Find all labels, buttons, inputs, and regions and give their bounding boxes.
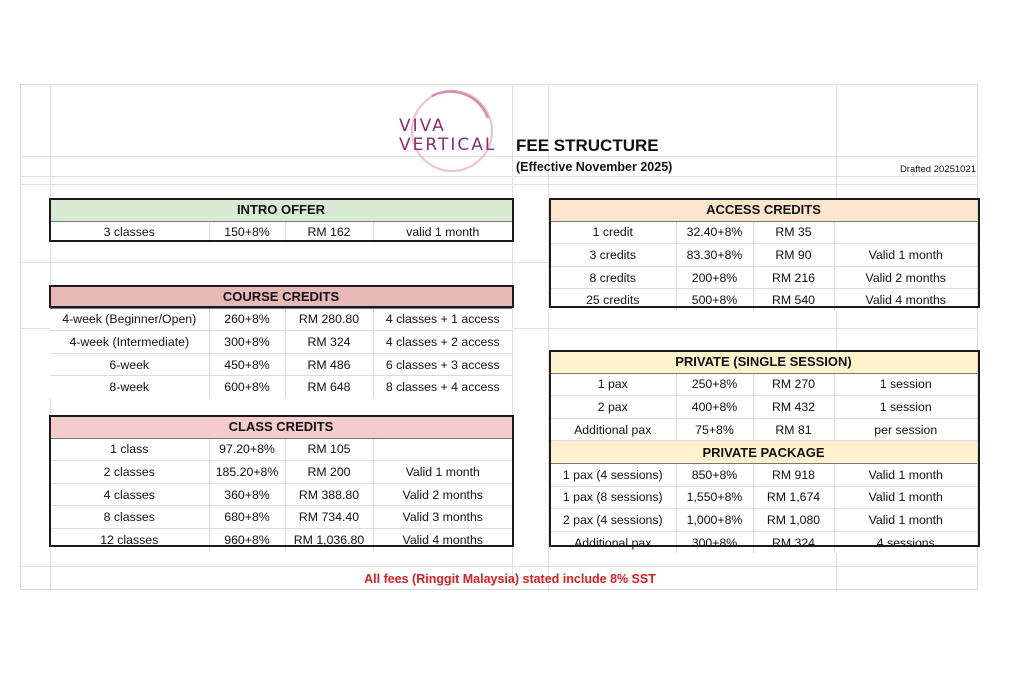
table-cell: Valid 4 months bbox=[834, 289, 977, 311]
private-single-header: PRIVATE (SINGLE SESSION) bbox=[550, 351, 977, 373]
table-cell: 4-week (Beginner/Open) bbox=[50, 308, 209, 331]
table-cell: 360+8% bbox=[209, 483, 285, 506]
table-row bbox=[50, 483, 512, 506]
table-cell: Valid 1 month bbox=[834, 486, 977, 509]
table-cell: 83.30+8% bbox=[676, 244, 753, 267]
page-subtitle: (Effective November 2025) bbox=[516, 160, 673, 174]
table-cell: 680+8% bbox=[209, 506, 285, 529]
table-cell: valid 1 month bbox=[373, 221, 512, 243]
table-cell: Additional pax bbox=[550, 418, 676, 441]
table-cell: 1 credit bbox=[550, 221, 676, 244]
table-cell: 6 classes + 3 access bbox=[373, 353, 512, 376]
table-row bbox=[50, 461, 512, 484]
table-row bbox=[550, 289, 977, 311]
table-cell: 97.20+8% bbox=[209, 438, 285, 461]
table-cell: Valid 3 months bbox=[373, 506, 512, 529]
table-row bbox=[550, 463, 977, 486]
table-cell: RM 270 bbox=[753, 373, 834, 396]
table-cell: 600+8% bbox=[209, 376, 285, 398]
table-cell: 1,000+8% bbox=[676, 509, 753, 532]
table-cell: 4-week (Intermediate) bbox=[50, 331, 209, 354]
grid-line bbox=[20, 184, 978, 185]
table-cell: 2 classes bbox=[50, 461, 209, 484]
table-cell: Valid 4 months bbox=[373, 528, 512, 550]
table-row bbox=[50, 528, 512, 550]
table-cell bbox=[373, 438, 512, 461]
table-row bbox=[50, 506, 512, 529]
table-cell: 500+8% bbox=[676, 289, 753, 311]
table-cell: RM 324 bbox=[285, 331, 373, 354]
table-cell: RM 81 bbox=[753, 418, 834, 441]
intro-offer-header: INTRO OFFER bbox=[50, 199, 512, 221]
table-row bbox=[50, 376, 512, 398]
access-credits-header: ACCESS CREDITS bbox=[550, 199, 977, 221]
table-cell: 3 classes bbox=[50, 221, 209, 243]
table-cell: RM 734.40 bbox=[285, 506, 373, 529]
table-cell: 8 credits bbox=[550, 266, 676, 289]
table-cell: 6-week bbox=[50, 353, 209, 376]
table-cell: 25 credits bbox=[550, 289, 676, 311]
table-cell: 1,550+8% bbox=[676, 486, 753, 509]
table-cell: 1 session bbox=[834, 373, 977, 396]
table-cell: per session bbox=[834, 418, 977, 441]
table-cell: 260+8% bbox=[209, 308, 285, 331]
intro-offer-table bbox=[50, 199, 512, 243]
table-cell: 450+8% bbox=[209, 353, 285, 376]
table-cell: RM 1,036.80 bbox=[285, 528, 373, 550]
table-cell: 1 pax (8 sessions) bbox=[550, 486, 676, 509]
table-cell: 1 class bbox=[50, 438, 209, 461]
table-cell: RM 918 bbox=[753, 463, 834, 486]
table-cell: Valid 1 month bbox=[834, 244, 977, 267]
grid-line bbox=[512, 84, 513, 590]
table-row bbox=[50, 353, 512, 376]
table-cell: RM 486 bbox=[285, 353, 373, 376]
table-cell: 2 pax bbox=[550, 396, 676, 419]
private-package-header: PRIVATE PACKAGE bbox=[550, 441, 977, 464]
table-cell: RM 388.80 bbox=[285, 483, 373, 506]
sst-footnote: All fees (Ringgit Malaysia) stated include 8% SST bbox=[364, 572, 656, 586]
table-cell: RM 35 bbox=[753, 221, 834, 244]
table-cell: Valid 1 month bbox=[834, 463, 977, 486]
table-row bbox=[50, 221, 512, 243]
table-cell: 4 classes + 2 access bbox=[373, 331, 512, 354]
class-credits-header: CLASS CREDITS bbox=[50, 416, 512, 438]
table-cell: RM 540 bbox=[753, 289, 834, 311]
access-credits-table bbox=[550, 199, 977, 311]
course-credits-table bbox=[50, 286, 512, 398]
table-cell: 150+8% bbox=[209, 221, 285, 243]
table-cell: 4 classes bbox=[50, 483, 209, 506]
page-title: FEE STRUCTURE bbox=[516, 136, 659, 155]
table-cell: 8-week bbox=[50, 376, 209, 398]
table-cell: 1 session bbox=[834, 396, 977, 419]
table-row bbox=[550, 486, 977, 509]
table-cell: Additional pax bbox=[550, 531, 676, 553]
table-cell: 960+8% bbox=[209, 528, 285, 550]
grid-line bbox=[20, 566, 978, 567]
table-cell: 250+8% bbox=[676, 373, 753, 396]
table-cell: 850+8% bbox=[676, 463, 753, 486]
table-cell: 200+8% bbox=[676, 266, 753, 289]
table-cell: 300+8% bbox=[209, 331, 285, 354]
table-cell: RM 280.80 bbox=[285, 308, 373, 331]
table-row bbox=[550, 531, 977, 553]
table-cell: Valid 2 months bbox=[373, 483, 512, 506]
table-cell: RM 324 bbox=[753, 531, 834, 553]
table-cell: 1 pax bbox=[550, 373, 676, 396]
table-cell: 8 classes bbox=[50, 506, 209, 529]
table-cell bbox=[834, 221, 977, 244]
table-cell: RM 432 bbox=[753, 396, 834, 419]
table-cell: 185.20+8% bbox=[209, 461, 285, 484]
table-row bbox=[50, 331, 512, 354]
table-row bbox=[550, 244, 977, 267]
table-cell: Valid 2 months bbox=[834, 266, 977, 289]
table-cell: RM 162 bbox=[285, 221, 373, 243]
table-cell: 2 pax (4 sessions) bbox=[550, 509, 676, 532]
grid-line bbox=[20, 176, 978, 177]
table-row bbox=[550, 266, 977, 289]
table-cell: RM 105 bbox=[285, 438, 373, 461]
table-cell: 32.40+8% bbox=[676, 221, 753, 244]
table-row bbox=[550, 509, 977, 532]
table-cell: 4 classes + 1 access bbox=[373, 308, 512, 331]
table-cell: Valid 1 month bbox=[373, 461, 512, 484]
table-cell: 400+8% bbox=[676, 396, 753, 419]
table-cell: RM 1,674 bbox=[753, 486, 834, 509]
table-row bbox=[50, 308, 512, 331]
table-cell: RM 648 bbox=[285, 376, 373, 398]
table-row bbox=[550, 221, 977, 244]
course-credits-header: COURSE CREDITS bbox=[50, 286, 512, 308]
table-cell: 12 classes bbox=[50, 528, 209, 550]
table-row bbox=[50, 438, 512, 461]
table-cell: 300+8% bbox=[676, 531, 753, 553]
table-cell: RM 1,080 bbox=[753, 509, 834, 532]
table-cell: RM 90 bbox=[753, 244, 834, 267]
class-credits-table bbox=[50, 416, 512, 551]
table-cell: 3 credits bbox=[550, 244, 676, 267]
viva-vertical-logo bbox=[392, 88, 500, 176]
table-cell: RM 200 bbox=[285, 461, 373, 484]
table-row bbox=[550, 373, 977, 396]
table-row bbox=[550, 418, 977, 441]
table-cell: RM 216 bbox=[753, 266, 834, 289]
logo-text-vertical: VERTICAL bbox=[399, 135, 497, 155]
table-cell: 8 classes + 4 access bbox=[373, 376, 512, 398]
private-table bbox=[550, 351, 977, 553]
drafted-date: Drafted 20251021 bbox=[899, 164, 976, 175]
table-cell: 4 sessions bbox=[834, 531, 977, 553]
table-cell: Valid 1 month bbox=[834, 509, 977, 532]
logo-text-viva: VIVA bbox=[399, 116, 446, 136]
table-row bbox=[550, 396, 977, 419]
table-cell: 1 pax (4 sessions) bbox=[550, 463, 676, 486]
table-cell: 75+8% bbox=[676, 418, 753, 441]
